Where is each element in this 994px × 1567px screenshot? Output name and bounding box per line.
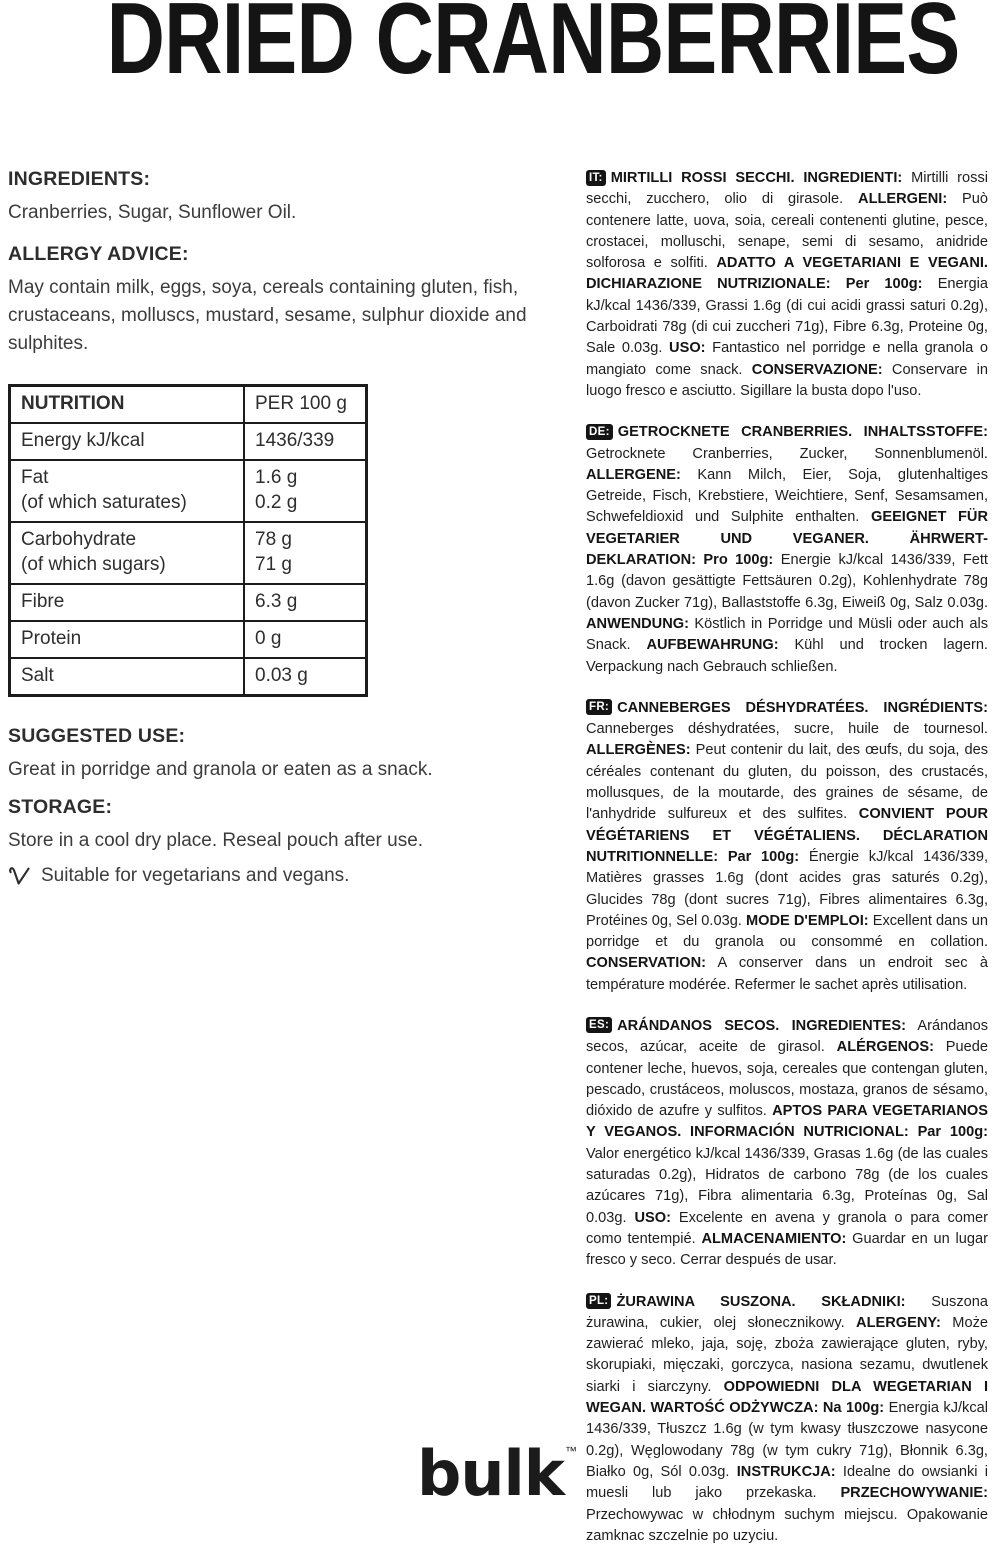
nutrition-row bbox=[10, 423, 367, 460]
bold-run: MODE D'EMPLOI: bbox=[745, 912, 869, 929]
language-tag: IT: bbox=[586, 170, 606, 186]
vegetarian-icon bbox=[8, 866, 32, 887]
nutrient-value: 1436/339 bbox=[244, 423, 367, 460]
bold-run: CONSERVAZIONE: bbox=[751, 361, 883, 378]
text-run: Peut contenir du lait, des œufs, du soja, des céréales contenant du gluten, du poisson, des crustacés, mollusques, de la moutarde, des graines de sésame, de l'anhydride sulfureux et des sulfites. bbox=[586, 742, 988, 823]
product-title: DRIED CRANBERRIES bbox=[106, 0, 960, 95]
bold-run: AUFBEWAHRUNG: bbox=[646, 637, 779, 654]
text-run: Puede contener leche, huevos, soja, cereales que contengan gluten, pescado, crustáceos, moluscos, mostaza, granos de sésamo, dióxido de azufre y sulfitos. bbox=[586, 1039, 988, 1120]
nutrition-col-header: NUTRITION bbox=[10, 386, 245, 424]
nutrient-value: 0 g bbox=[244, 621, 367, 658]
storage-text: Store in a cool dry place. Reseal pouch after use. bbox=[8, 830, 424, 851]
language-tag: FR: bbox=[586, 699, 612, 715]
language-text bbox=[586, 168, 988, 402]
language-text bbox=[586, 1016, 988, 1272]
nutrition-row bbox=[10, 584, 367, 621]
text-run: Conservare in luogo fresco e asciutto. Sigillare la busta dopo l'uso. bbox=[586, 361, 988, 399]
language-tag: DE: bbox=[586, 424, 613, 440]
trademark-symbol: ™ bbox=[565, 1444, 577, 1458]
language-text bbox=[586, 422, 988, 678]
ingredients-header: INGREDIENTS: bbox=[8, 168, 151, 190]
text-run: Arándanos secos, azúcar, aceite de girasol. bbox=[586, 1017, 988, 1056]
translations-panel bbox=[586, 168, 988, 1567]
vegetarian-row bbox=[8, 865, 560, 887]
bold-run: ODPOWIEDNI DLA WEGETARIAN I WEGAN. WARTOŚĆ ODŻYWCZA: Na 100g: bbox=[586, 1378, 988, 1417]
bold-run: CONVIENT POUR VÉGÉTARIENS ET VÉGÉTALIENS. DÉCLARATION NUTRITIONNELLE: Par 100g: bbox=[586, 806, 989, 865]
text-run: Może zawierać mleko, jaja, soję, zboża zawierające gluten, ryby, skorupiaki, mięczaki, gorczyca, nasiona sezamu, dwutlenek siarki i siarczyny. bbox=[586, 1314, 988, 1395]
nutrition-row bbox=[10, 658, 367, 696]
text-run: Valor energético kJ/kcal 1436/339, Grasas 1.6g (de las cuales saturadas 0.2g), Hidratos de carbono 78g (de los cuales azúcares 71g), Fibra alimentaria 6.3g, Proteínas 0g, Sal 0.03g. bbox=[586, 1145, 988, 1226]
text-run: Idealne do owsianki i muesli lub jako przekaska. bbox=[586, 1463, 988, 1502]
ingredients-text: Cranberries, Sugar, Sunflower Oil. bbox=[8, 202, 297, 223]
text-run: Fantastico nel porridge e nella granola o mangiato come snack. bbox=[586, 340, 988, 378]
bold-run: ŻURAWINA SUSZONA. SKŁADNIKI: bbox=[616, 1293, 906, 1310]
text-run: Excelente en avena y granola o para comer como tentempié. bbox=[586, 1209, 988, 1247]
nutrition-row bbox=[10, 621, 367, 658]
text-run: Przechowywac w chłodnym suchym miejscu. Opakowanie zamknac szczelnie po uzyciu. bbox=[586, 1506, 988, 1544]
language-tag: PL: bbox=[586, 1293, 611, 1309]
bold-run: CANNEBERGES DÉSHYDRATÉES. INGRÉDIENTS: bbox=[617, 699, 988, 716]
text-run: Guardar en un lugar fresco y seco. Cerrar después de usar. bbox=[586, 1230, 988, 1269]
nutrient-value: 78 g 71 g bbox=[244, 522, 367, 584]
nutrient-label: Energy kJ/kcal bbox=[10, 423, 245, 460]
bold-run: APTOS PARA VEGETARIANOS Y VEGANOS. INFORMACIÓN NUTRICIONAL: Par 100g: bbox=[586, 1103, 988, 1141]
bold-run: INSTRUKCJA: bbox=[736, 1463, 836, 1480]
nutrient-label: Salt bbox=[10, 658, 245, 696]
nutrient-label: Fat (of which saturates) bbox=[10, 460, 245, 522]
title-band bbox=[0, 0, 994, 95]
bold-run: ARÁNDANOS SECOS. INGREDIENTES: bbox=[617, 1017, 906, 1034]
suggested-use-header: SUGGESTED USE: bbox=[8, 725, 186, 747]
bold-run: PRZECHOWYWANIE: bbox=[840, 1485, 988, 1502]
nutrient-label: Carbohydrate (of which sugars) bbox=[10, 522, 245, 584]
language-text bbox=[586, 698, 988, 996]
bold-run: GETROCKNETE CRANBERRIES. INHALTSSTOFFE: bbox=[617, 424, 988, 441]
text-run: Köstlich in Porridge und Müsli oder auch als Snack. bbox=[586, 615, 988, 654]
bold-run: ALERGENY: bbox=[856, 1314, 941, 1331]
bold-run: ALLERGÈNES: bbox=[586, 742, 691, 759]
language-block bbox=[586, 1016, 988, 1272]
text-run: Kann Milch, Eier, Soja, glutenhaltiges Getreide, Fisch, Krebstiere, Weichtiere, Senf, Sesamsamen, Schwefeldioxid und Sulphite enthalten. bbox=[586, 466, 988, 526]
bold-run: ALÉRGENOS: bbox=[836, 1039, 934, 1056]
bold-run: CONSERVATION: bbox=[586, 955, 706, 972]
per-100g-col-header: PER 100 g bbox=[244, 386, 367, 424]
language-block bbox=[586, 168, 988, 402]
nutrient-label: Protein bbox=[10, 621, 245, 658]
text-run: Énergie kJ/kcal 1436/339, Matières grasses 1.6g (dont acides gras saturés 0.2g), Glucides 78g (dont sucres 71g), Fibres alimentaires 6.3g, Protéines 0g, Sel 0.03g. bbox=[586, 848, 989, 929]
nutrition-row bbox=[10, 460, 367, 522]
text-run: A conserver dans un endroit sec à température modérée. Refermer le sachet après utilisation. bbox=[586, 955, 988, 993]
text-run: Excellent dans un porridge et du granola ou consommé en collation. bbox=[586, 912, 988, 951]
allergy-text: May contain milk, eggs, soya, cereals containing gluten, fish, crustaceans, molluscs, mustard, sesame, sulphur dioxide and sulphites. bbox=[8, 277, 527, 354]
nutrient-value: 1.6 g 0.2 g bbox=[244, 460, 367, 522]
bold-run: GEEIGNET FÜR VEGETARIER UND VEGANER. ÄHRWERT-DEKLARATION: Pro 100g: bbox=[586, 509, 988, 569]
text-run: Può contenere latte, uova, soia, cereali contenenti glutine, pesce, crostacei, molluschi, senape, semi di sesamo, anidride solforosa e solfiti. bbox=[586, 191, 989, 272]
english-panel bbox=[8, 168, 560, 1567]
text-run: Canneberges déshydratées, sucre, huile de tournesol. bbox=[586, 721, 988, 738]
vegetarian-note: Suitable for vegetarians and vegans. bbox=[41, 865, 350, 886]
text-run: Suszona żurawina, cukier, olej słonecznikowy. bbox=[586, 1293, 988, 1331]
bold-run: ADATTO A VEGETARIANI E VEGANI. DICHIARAZIONE NUTRIZIONALE: Per 100g: bbox=[586, 255, 988, 293]
nutrition-table bbox=[8, 384, 368, 697]
bold-run: ALLERGENI: bbox=[858, 191, 948, 208]
brand-logo-text: bulk bbox=[416, 1437, 564, 1510]
storage-header: STORAGE: bbox=[8, 796, 113, 818]
bold-run: ALMACENAMIENTO: bbox=[701, 1230, 847, 1247]
bold-run: ANWENDUNG: bbox=[586, 615, 689, 632]
text-run: Energie kJ/kcal 1436/339, Fett 1.6g (davon gesättigte Fettsäuren 0.2g), Kohlenhydrate 78g (davon Zucker 71g), Ballaststoffe 6.3g, Eiweiß 0g, Salz 0.03g. bbox=[586, 552, 988, 611]
nutrient-value: 6.3 g bbox=[244, 584, 367, 621]
language-block bbox=[586, 698, 988, 996]
text-run: Kühl und trocken lagern. Verpackung nach Gebrauch schließen. bbox=[586, 637, 988, 675]
bold-run: USO: bbox=[669, 340, 706, 357]
suggested-use-text: Great in porridge and granola or eaten as a snack. bbox=[8, 759, 433, 780]
text-run: Energia kJ/kcal 1436/339, Tłuszcz 1.6g (w tym kwasy tłuszczowe nasycone 0.2g), Węglowodany 78g (w tym cukry 71g), Błonnik 6.3g, Białko 0g, Sól 0.03g. bbox=[586, 1400, 989, 1480]
language-block bbox=[586, 422, 988, 678]
allergy-header: ALLERGY ADVICE: bbox=[8, 243, 189, 265]
text-run: Energia kJ/kcal 1436/339, Grassi 1.6g (di cui acidi grassi saturi 0.2g), Carboidrati 78g (di cui zuccheri 71g), Fibre 6.3g, Proteine 0g, Sale 0.03g. bbox=[586, 276, 989, 357]
text-run: Getrocknete Cranberries, Zucker, Sonnenblumenöl. bbox=[586, 445, 988, 462]
bold-run: ALLERGENE: bbox=[586, 466, 681, 483]
nutrient-value: 0.03 g bbox=[244, 658, 367, 696]
nutrient-label: Fibre bbox=[10, 584, 245, 621]
bold-run: MIRTILLI ROSSI SECCHI. INGREDIENTI: bbox=[610, 170, 903, 186]
brand-logo bbox=[0, 1437, 994, 1510]
language-tag: ES: bbox=[586, 1017, 612, 1033]
text-run: Mirtilli rossi secchi, zucchero, olio di girasole. bbox=[586, 170, 988, 208]
bold-run: USO: bbox=[634, 1209, 671, 1226]
nutrition-row bbox=[10, 522, 367, 584]
nutrition-header-row bbox=[10, 386, 367, 424]
